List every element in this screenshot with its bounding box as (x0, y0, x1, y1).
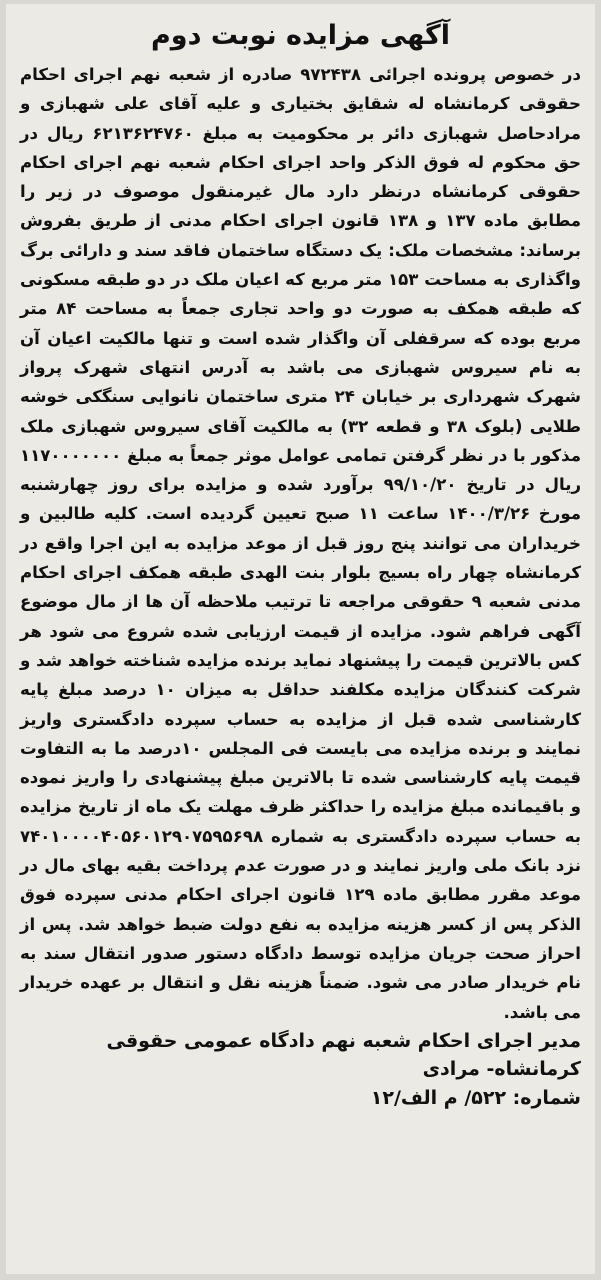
signature-line-2: کرمانشاه- مرادی (422, 1057, 581, 1080)
signature-block (6, 1027, 595, 1083)
signature-line-1: مدیر اجرای احکام شعبه نهم دادگاه عمومی حقوقی (106, 1029, 581, 1052)
notice-number: شماره: ۵۲۲/ م الف/۱۲ (370, 1086, 581, 1109)
notice-title: آگهی مزایده نوبت دوم (151, 20, 450, 51)
notice-body: در خصوص پرونده اجرائی ۹۷۲۴۳۸ صادره از شعبه نهم اجرای احکام حقوقی کرمانشاه له شقایق بختیاری و علیه آقای علی شهبازی و مرادحاصل شهبازی دائر بر محکومیت به مبلغ ۶۲۱۳۶۲۴۷۶۰ ریال در حق محکوم له فوق الذکر واحد اجرای احکام شعبه نهم اجرای احکام حقوقی کرمانشاه درنظر دارد مال غیرمنقول موصوف در زیر را مطابق ماده ۱۳۷ و ۱۳۸ قانون اجرای احکام مدنی از طریق بفروش برساند: مشخصات ملک: یک دستگاه ساختمان فاقد سند و دارائی برگ واگذاری به مساحت ۱۵۳ متر مربع که اعیان ملک در دو طبقه مسکونی که طبقه همکف به صورت دو واحد تجاری جمعاً به مساحت ۸۴ متر مربع بوده که سرقفلی آن واگذار شده است و تنها مالکیت اعیان آن به نام سیروس شهبازی می باشد به آدرس انتهای شهرک پرواز شهرک شهرداری بر خیابان ۲۴ متری ساختمان نانوایی سنگکی خوشه طلایی (بلوک ۳۸ و قطعه ۳۲) به مالکیت آقای سیروس شهبازی ملک مذکور با در نظر گرفتن تمامی عوامل موثر جمعاً به مبلغ ۱۱۷۰۰۰۰۰۰۰ ریال در تاریخ ۹۹/۱۰/۲۰ برآورد شده و مزایده برای روز چهارشنبه مورخ ۱۴۰۰/۳/۲۶ ساعت ۱۱ صبح تعیین گردیده است. کلیه طالبین و خریداران می توانند پنج روز قبل از موعد مزایده به این اجرا واقع در کرمانشاه چهار راه بسیج بلوار بنت الهدی طبقه همکف اجرای احکام مدنی شعبه ۹ حقوقی مراجعه تا ترتیب ملاحظه آن ها از مال موضوع آگهی فراهم شود. مزایده از قیمت ارزیابی شده شروع می شود هر کس بالاترین قیمت را پیشنهاد نماید برنده مزایده شناخته خواهد شد و شرکت کنندگان مزایده مکلفند حداقل به میزان ۱۰ درصد مبلغ پایه کارشناسی شده قبل از مزایده به حساب سپرده دادگستری واریز نمایند و برنده مزایده می بایست فی المجلس ۱۰درصد ما به التفاوت قیمت پایه کارشناسی شده تا بالاترین مبلغ پیشنهادی را واریز نموده و باقیمانده مبلغ مزایده را حداکثر ظرف مهلت یک ماه از تاریخ مزایده به حساب سپرده دادگستری به شماره ۷۴۰۱۰۰۰۰۴۰۵۶۰۱۲۹۰۷۵۹۵۶۹۸ نزد بانک ملی واریز نمایند و در صورت عدم پرداخت بقیه بهای مال در موعد مقرر مطابق ماده ۱۲۹ قانون اجرای احکام مدنی سپرده فوق الذکر پس از کسر هزینه مزایده به نفع دولت ضبط خواهد شد. پس از احراز صحت جریان مزایده توسط دادگاه دستور صدور انتقال سند به نام خریدار صادر می شود. ضمناً هزینه نقل و انتقال بر عهده خریدار می باشد. (20, 65, 582, 1022)
notice-paper (6, 4, 595, 1274)
